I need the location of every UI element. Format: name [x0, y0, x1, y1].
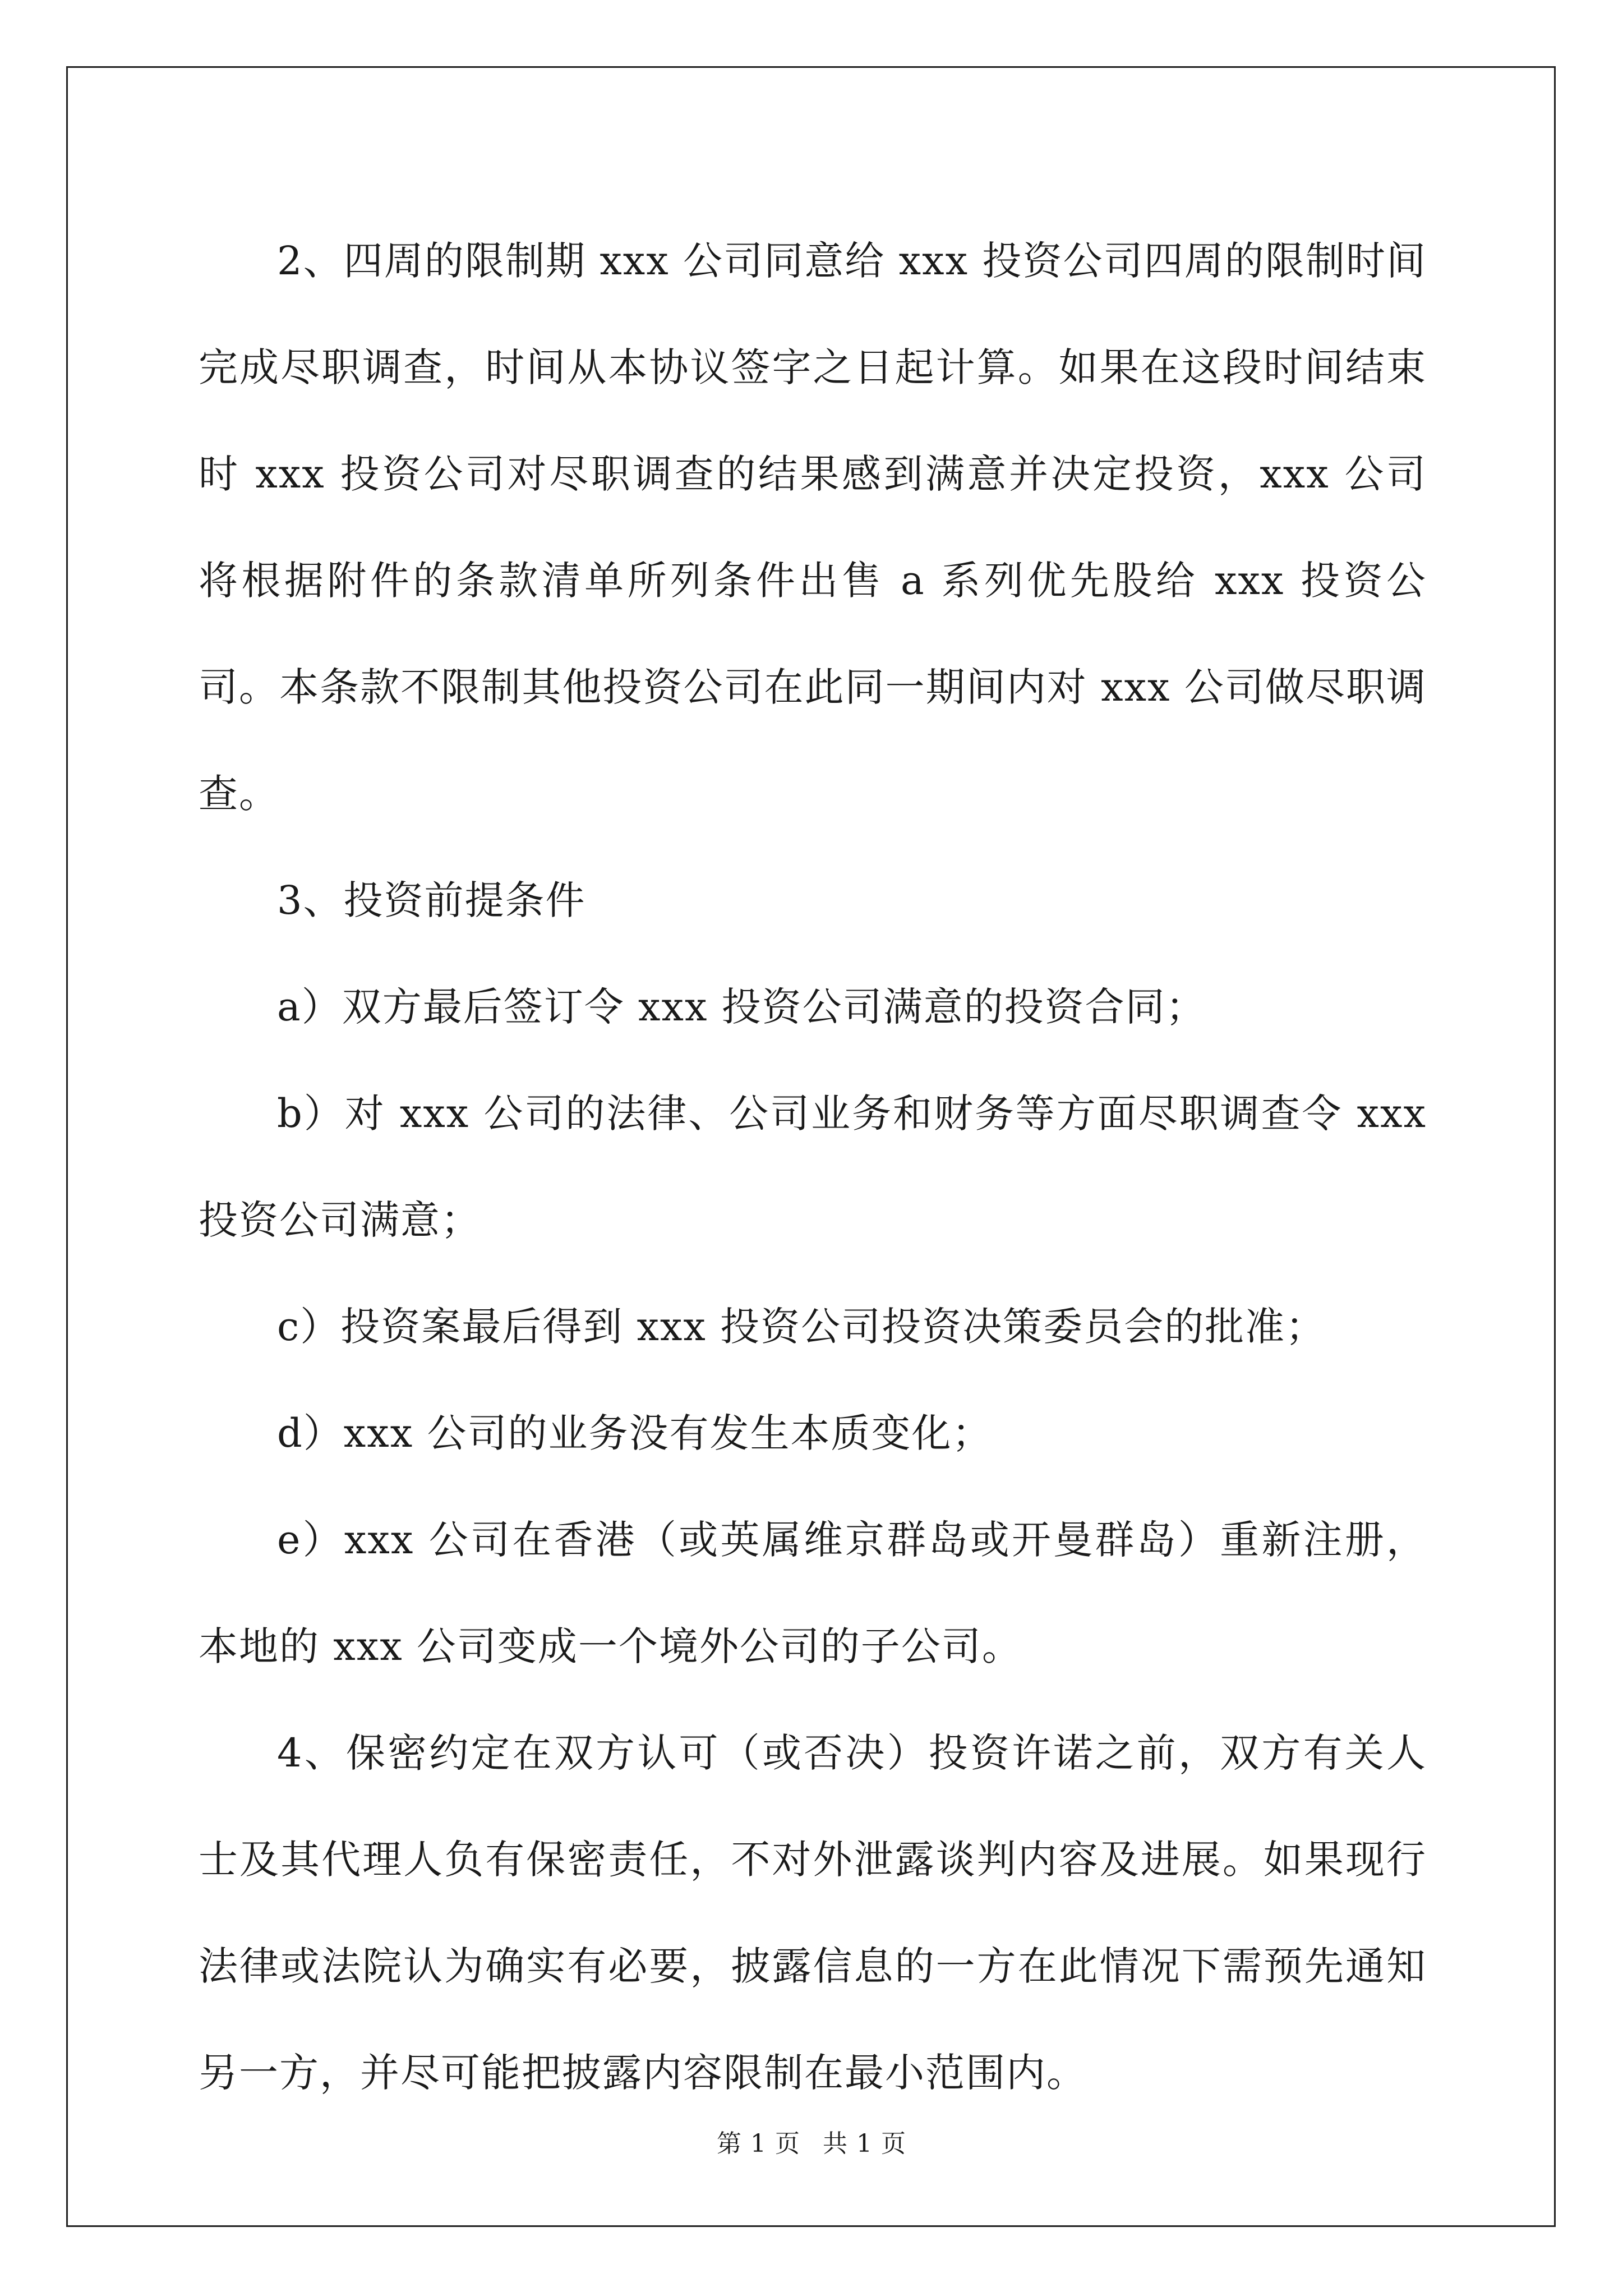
paragraph-condition-d: d）xxx 公司的业务没有发生本质变化； [277, 1410, 993, 1456]
paragraph-condition-c: c）投资案最后得到 xxx 投资公司投资决策委员会的批准； [277, 1304, 1326, 1350]
document-body [199, 208, 1427, 2126]
page-footer [0, 2127, 1623, 2161]
paragraph-condition-e: e）xxx 公司在香港（或英属维京群岛或开曼群岛）重新注册，本地的 xxx 公司变成一个境外公司的子公司。 [199, 1517, 1427, 1669]
paragraph-confidentiality: 4、保密约定在双方认可（或否决）投资许诺之前，双方有关人士及其代理人负有保密责任，不对外泄露谈判内容及进展。如果现行法律或法院认为确实有必要，披露信息的一方在此情况下需预先通知另一方，并尽可能把披露内容限制在最小范围内。 [199, 1730, 1427, 2096]
page-total: 共 1 页 [823, 2129, 906, 2158]
paragraph-preconditions-heading: 3、投资前提条件 [277, 877, 586, 923]
paragraph-restriction-period: 2、四周的限制期 xxx 公司同意给 xxx 投资公司四周的限制时间完成尽职调查，时间从本协议签字之日起计算。如果在这段时间结束时 xxx 投资公司对尽职调查的结果感到满意并决定投资，xxx 公司将根据附件的条款清单所列条件出售 a 系列优先股给 xxx 投资公司。本条款不限制其他投资公司在此同一期间内对 xxx 公司做尽职调查。 [199, 238, 1427, 817]
page-number: 第 1 页 [717, 2129, 800, 2158]
paragraph-condition-a: a）双方最后签订令 xxx 投资公司满意的投资合同； [277, 984, 1206, 1030]
paragraph-condition-b: b）对 xxx 公司的法律、公司业务和财务等方面尽职调查令 xxx 投资公司满意； [199, 1091, 1427, 1243]
